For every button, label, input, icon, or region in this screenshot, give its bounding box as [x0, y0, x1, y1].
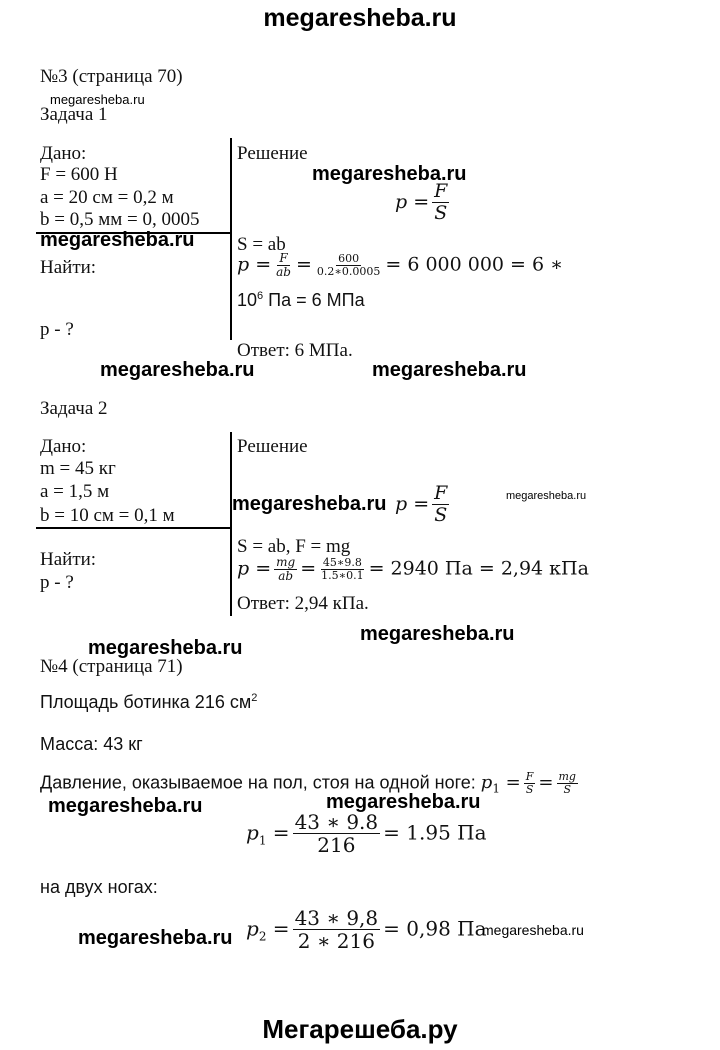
- watermark: megaresheba.ru: [312, 163, 467, 185]
- task1-given-line: a = 20 см = 0,2 м: [40, 187, 174, 208]
- task2-area: S = ab, F = mg: [237, 536, 351, 557]
- watermark: megaresheba.ru: [360, 623, 515, 645]
- task2-given-line: m = 45 кг: [40, 458, 116, 479]
- watermark: megaresheba.ru: [326, 791, 481, 813]
- task1-answer: Ответ: 6 МПа.: [237, 340, 353, 361]
- task2-divider-vertical: [230, 432, 232, 616]
- task1-find-label: Найти:: [40, 257, 97, 278]
- task1-area: S = ab: [237, 234, 286, 255]
- mass: Масса: 43 кг: [40, 734, 143, 754]
- watermark: megaresheba.ru: [40, 229, 195, 251]
- task2-answer: Ответ: 2,94 кПа.: [237, 593, 369, 614]
- watermark: megaresheba.ru: [50, 92, 145, 107]
- task1-calc: p = $\frac{F}{ab}$ = $\frac{600}{0.2∗0.0005}$ = 6 000 000 = 6 ∗: [237, 251, 564, 279]
- task1-formula: p = $\frac{F}{S}$: [395, 180, 448, 224]
- watermark: megaresheba.ru: [372, 359, 527, 381]
- task2-find: p - ?: [40, 572, 74, 593]
- shoe-area: Площадь ботинка 216 $см^2$: [40, 692, 258, 712]
- watermark: megaresheba.ru: [88, 637, 243, 659]
- task2-calc: p = $\frac{mg}{ab}$ = $\frac{45∗9.8}{1.5∗0.1}$ = 2940 Па = 2,94 кПа: [237, 555, 589, 583]
- task2-find-label: Найти:: [40, 549, 97, 570]
- task1-solution-label: Решение: [237, 143, 308, 164]
- pressure-one-leg: Давление, оказываемое на пол, стоя на одной ноге: $p_1$ = $\frac{F}{S}$ = $\frac{mg}{S}$: [40, 770, 576, 796]
- task2-solution-label: Решение: [237, 436, 308, 457]
- task2-formula: p = $\frac{F}{S}$: [395, 482, 448, 526]
- task1-given-line: F = 600 Н: [40, 164, 118, 185]
- section-title-n4: №4 (страница 71): [40, 656, 183, 677]
- task2-given-line: a = 1,5 м: [40, 481, 110, 502]
- watermark: megaresheba.ru: [78, 927, 233, 949]
- task2-divider-horizontal: [36, 527, 232, 529]
- task1-find: p - ?: [40, 319, 74, 340]
- section-title-n3: №3 (страница 70): [40, 66, 183, 87]
- footer-brand[interactable]: Мегарешеба.ру: [262, 1014, 458, 1044]
- watermark: megaresheba.ru: [48, 795, 203, 817]
- task2-given-line: b = 10 см = 0,1 м: [40, 505, 175, 526]
- site-header[interactable]: megaresheba.ru: [263, 4, 457, 32]
- watermark: megaresheba.ru: [232, 493, 387, 515]
- watermark: megaresheba.ru: [100, 359, 255, 381]
- watermark: megaresheba.ru: [482, 922, 584, 938]
- watermark: megaresheba.ru: [506, 490, 587, 502]
- task1-given-label: Дано:: [40, 143, 87, 164]
- two-legs-label: на двух ногах:: [40, 877, 158, 897]
- task1-title: Задача 1: [40, 104, 108, 125]
- task1-given-line: b = 0,5 мм = 0, 0005: [40, 209, 200, 230]
- task1-divider-vertical: [230, 138, 232, 340]
- p2-calc: $p_2$ = $\frac{43 ∗ 9,8}{2 ∗ 216}$ = 0,98 Па: [246, 906, 487, 953]
- p1-calc: $p_1$ = $\frac{43 ∗ 9.8}{216}$ = 1.95 Па: [246, 810, 487, 857]
- task2-given-label: Дано:: [40, 436, 87, 457]
- task2-title: Задача 2: [40, 398, 108, 419]
- task1-calc-cont: $10^6$ Па = 6 МПа: [237, 290, 365, 310]
